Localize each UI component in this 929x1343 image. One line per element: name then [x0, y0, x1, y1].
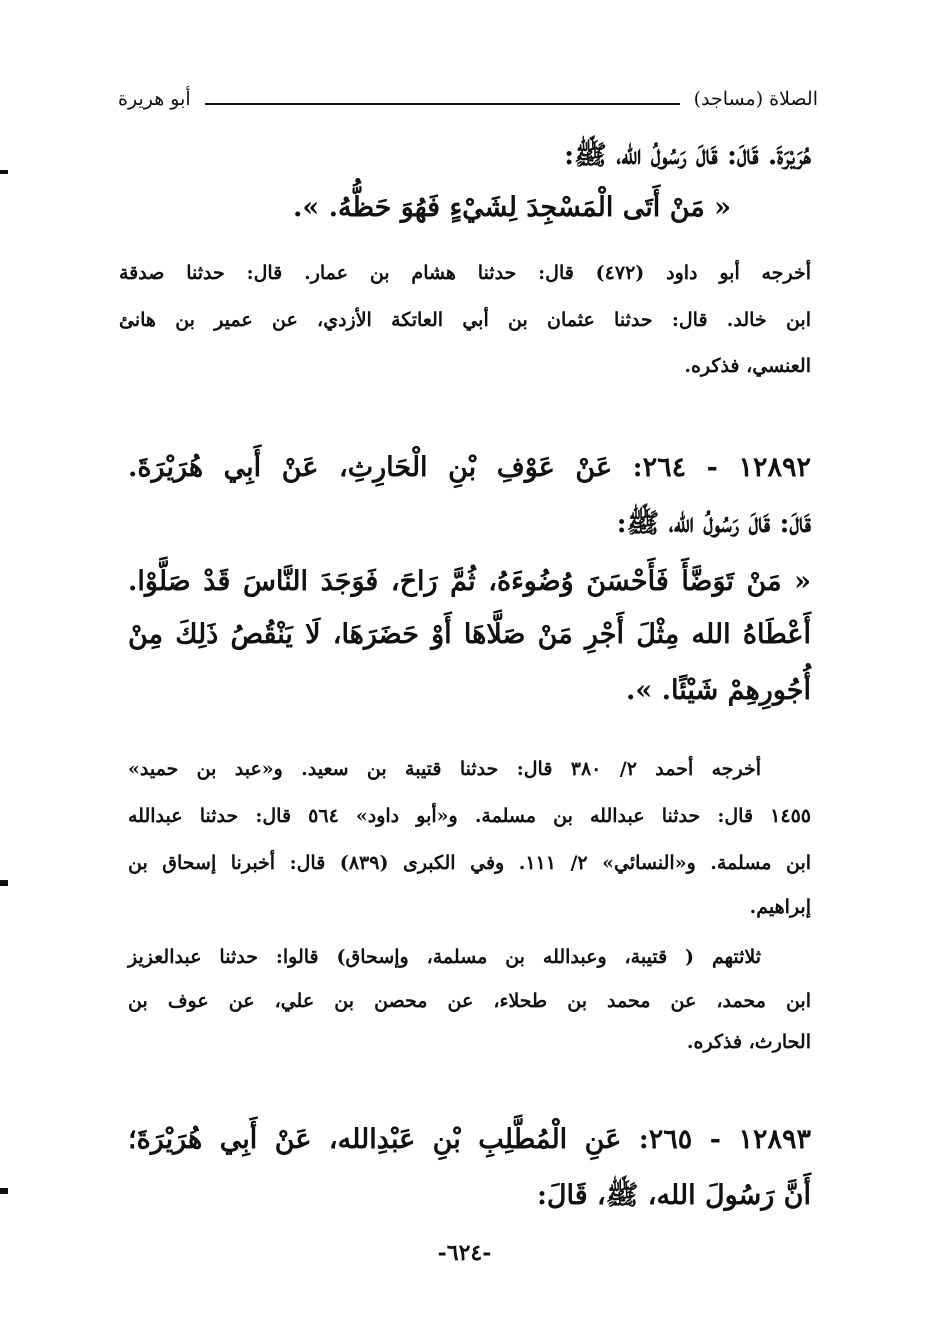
hadith-line: أَنَّ رَسُولَ الله، ﷺ، قَالَ: — [536, 1180, 811, 1211]
takhrij-line: أخرجه أحمد ٢/ ٣٨٠ قال: حدثنا قتيبة بن سعيد. و«عبد بن حميد» — [128, 758, 762, 780]
header-narrator-name: أبو هريرة — [118, 88, 191, 110]
takhrij-line: ١٤٥٥ قال: حدثنا عبدالله بن مسلمة. و«أبو داود» ٥٦٤ قال: حدثنا عبدالله — [128, 805, 811, 827]
takhrij-line: ابن خالد. قال: حدثنا عثمان بن أبي العاتكة الأزدي، عن عمير بن هانئ — [119, 309, 811, 331]
takhrij-line: ابن مسلمة. و«النسائي» ٢/ ١١١. وفي الكبرى (٨٣٩) قال: أخبرنا إسحاق بن — [128, 852, 812, 874]
takhrij-line: العنسي، فذكره. — [684, 355, 811, 377]
hadith-heading-line: ١٢٨٩٣ - ٢٦٥: عَنِ الْمُطَّلِبِ بْنِ عَبْدِالله، عَنْ أَبِي هُرَيْرَةَ؛ — [128, 1124, 811, 1155]
scan-edge-mark — [0, 1188, 8, 1194]
hadith-line: هُرَيْرَةَ. قَالَ: قَالَ رَسُولُ الله، ﷺ: — [564, 140, 811, 171]
takhrij-line: إبراهيم. — [749, 896, 811, 918]
scan-edge-mark — [0, 880, 8, 886]
scan-edge-mark — [0, 170, 8, 174]
hadith-line: قَالَ: قَالَ رَسُولُ الله، ﷺ: — [616, 508, 811, 539]
hadith-text-line: أَعْطَاهُ الله مِثْلَ أَجْرِ مَنْ صَلَّاهَا أَوْ حَضَرَهَا، لَا يَنْقُصُ ذَلِكَ مِنْ — [128, 619, 811, 650]
hadith-text-line: « مَنْ أَتَى الْمَسْجِدَ لِشَيْءٍ فَهُوَ حَظُّهُ. ». — [292, 192, 731, 223]
running-header — [118, 84, 818, 114]
takhrij-line: أخرجه أبو داود (٤٧٢) قال: حدثنا هشام بن عمار. قال: حدثنا صدقة — [119, 262, 811, 284]
takhrij-line: ابن محمد، عن محمد بن طحلاء، عن محصن بن علي، عن عوف بن — [128, 990, 811, 1012]
takhrij-line: ثلاثتهم ( قتيبة، وعبدالله بن مسلمة، وإسحاق) قالوا: حدثنا عبدالعزيز — [128, 946, 761, 968]
hadith-text-line: « مَنْ تَوَضَّأَ فَأَحْسَنَ وُضُوءَهُ، ثُمَّ رَاحَ، فَوَجَدَ النَّاسَ قَدْ صَلَّوْا. — [128, 566, 811, 597]
header-chapter-title: الصلاة (مساجد) — [693, 88, 818, 110]
takhrij-line: الحارث، فذكره. — [686, 1031, 811, 1053]
hadith-heading-line: ١٢٨٩٢ - ٢٦٤: عَنْ عَوْفِ بْنِ الْحَارِثِ، عَنْ أَبِي هُرَيْرَةَ. — [128, 452, 811, 483]
header-rule — [205, 103, 680, 105]
hadith-text-line: أُجُورِهِمْ شَيْئًا. ». — [625, 675, 811, 706]
page-number: -٦٢٤- — [437, 1240, 492, 1266]
